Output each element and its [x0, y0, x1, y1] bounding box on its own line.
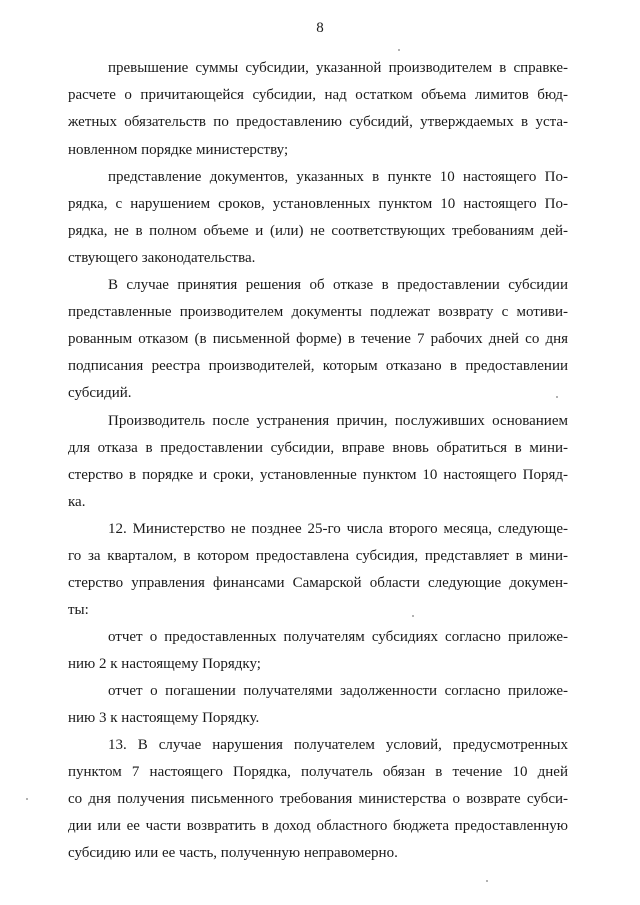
- text-line: ствующего законодательства.: [68, 250, 256, 266]
- text-line: нию 3 к настоящему Порядку.: [68, 710, 260, 726]
- text-line: го за кварталом, в котором предоставлена субсидия, представляет в мини-: [68, 548, 568, 564]
- text-line: жетных обязательств по предоставлению субсидий, утверждаемых в уста-: [68, 114, 568, 130]
- text-line: дии или ее части возвратить в доход областного бюджета предоставленную: [68, 818, 568, 834]
- text-line: рованным отказом (в письменной форме) в течение 7 рабочих дней со дня: [68, 331, 568, 347]
- text-line: отчет о погашении получателями задолженности согласно приложе-: [108, 683, 568, 699]
- text-line: рядка, не в полном объеме и (или) не соответствующих требованиям дей-: [68, 223, 568, 239]
- text-line: стерство в порядке и сроки, установленные пунктом 10 настоящего Поряд-: [68, 467, 568, 483]
- text-line: ты:: [68, 602, 89, 618]
- text-line: субсидию или ее часть, полученную неправомерно.: [68, 845, 398, 861]
- scan-speck: [486, 880, 488, 882]
- text-line: превышение суммы субсидии, указанной производителем в справке-: [108, 60, 568, 76]
- text-line: пунктом 7 настоящего Порядка, получатель обязан в течение 10 дней: [68, 764, 568, 780]
- text-line: Производитель после устранения причин, послуживших основанием: [108, 413, 568, 429]
- text-line: представленные производителем документы подлежат возврату с мотиви-: [68, 304, 568, 320]
- text-line: стерство управления финансами Самарской области следующие докумен-: [68, 575, 568, 591]
- text-line: рядка, с нарушением сроков, установленных пунктом 10 настоящего По-: [68, 196, 568, 212]
- text-line: представление документов, указанных в пункте 10 настоящего По-: [108, 169, 568, 185]
- page-number: 8: [316, 20, 324, 36]
- text-line: 13. В случае нарушения получателем условий, предусмотренных: [108, 737, 568, 753]
- text-line: со дня получения письменного требования министерства о возврате субси-: [68, 791, 568, 807]
- text-line: для отказа в предоставлении субсидии, вправе вновь обратиться в мини-: [68, 440, 568, 456]
- text-line: новленном порядке министерству;: [68, 142, 289, 158]
- text-line: отчет о предоставленных получателям субсидиях согласно приложе-: [108, 629, 568, 645]
- scan-speck: [412, 615, 414, 617]
- text-line: подписания реестра производителей, которым отказано в предоставлении: [68, 358, 568, 374]
- text-line: нию 2 к настоящему Порядку;: [68, 656, 261, 672]
- text-line: расчете о причитающейся субсидии, над остатком объема лимитов бюд-: [68, 87, 568, 103]
- text-line: ка.: [68, 494, 86, 510]
- scan-speck: [26, 798, 28, 800]
- scan-speck: [398, 49, 400, 51]
- text-line: субсидий.: [68, 385, 132, 401]
- text-line: 12. Министерство не позднее 25-го числа второго месяца, следующе-: [108, 521, 568, 537]
- scan-speck: [556, 396, 558, 398]
- text-line: В случае принятия решения об отказе в предоставлении субсидии: [108, 277, 568, 293]
